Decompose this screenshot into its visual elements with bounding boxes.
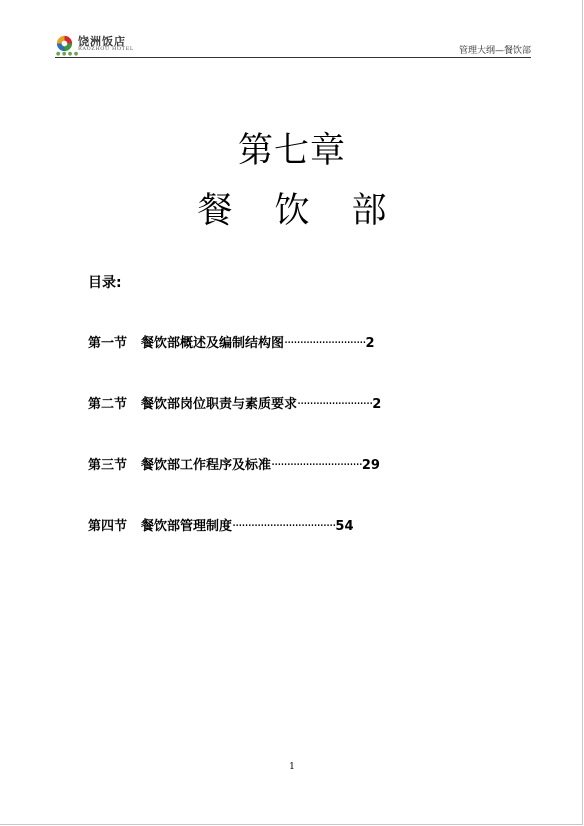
- toc-heading: 目录:: [88, 275, 122, 291]
- toc-entry[interactable]: [88, 517, 488, 537]
- hotel-logo: [55, 32, 135, 56]
- toc-page-number: 54: [335, 519, 354, 534]
- header-title: 管理大纲—餐饮部: [458, 46, 531, 56]
- logo-english-name: RAOZHOU HOTEL: [78, 46, 134, 52]
- chapter-title: 第七章: [237, 131, 346, 171]
- toc-dot-leader: ························: [297, 397, 373, 412]
- header-divider: [55, 57, 531, 58]
- toc-section-number: 第二节: [88, 397, 128, 412]
- toc-page-number: 2: [372, 397, 382, 412]
- toc-entry-title: 餐饮部管理制度: [141, 519, 233, 534]
- page-number: 1: [289, 762, 295, 772]
- toc-entry-title: 餐饮部工作程序及标准: [141, 458, 272, 473]
- logo-dots-decoration: ● ● ● ●: [56, 51, 79, 57]
- toc-section-number: 第三节: [88, 458, 128, 473]
- logo-chinese-name: 饶洲饭店: [78, 35, 126, 48]
- page-header: [55, 28, 531, 58]
- toc-dot-leader: ·································: [232, 519, 336, 534]
- toc-page-number: 29: [361, 458, 380, 473]
- toc-entry[interactable]: [88, 334, 488, 354]
- toc-entry[interactable]: [88, 456, 488, 476]
- toc-section-number: 第一节: [88, 336, 128, 351]
- toc-entry[interactable]: [88, 395, 488, 415]
- toc-dot-leader: ··························: [284, 336, 366, 351]
- toc-section-number: 第四节: [88, 519, 128, 534]
- toc-page-number: 2: [365, 336, 375, 351]
- toc-entry-title: 餐饮部概述及编制结构图: [141, 336, 285, 351]
- toc-entry-title: 餐饮部岗位职责与素质要求: [141, 397, 298, 412]
- toc-dot-leader: ·····························: [271, 458, 362, 473]
- table-of-contents: [88, 334, 488, 578]
- department-title: 餐饮部: [197, 191, 429, 231]
